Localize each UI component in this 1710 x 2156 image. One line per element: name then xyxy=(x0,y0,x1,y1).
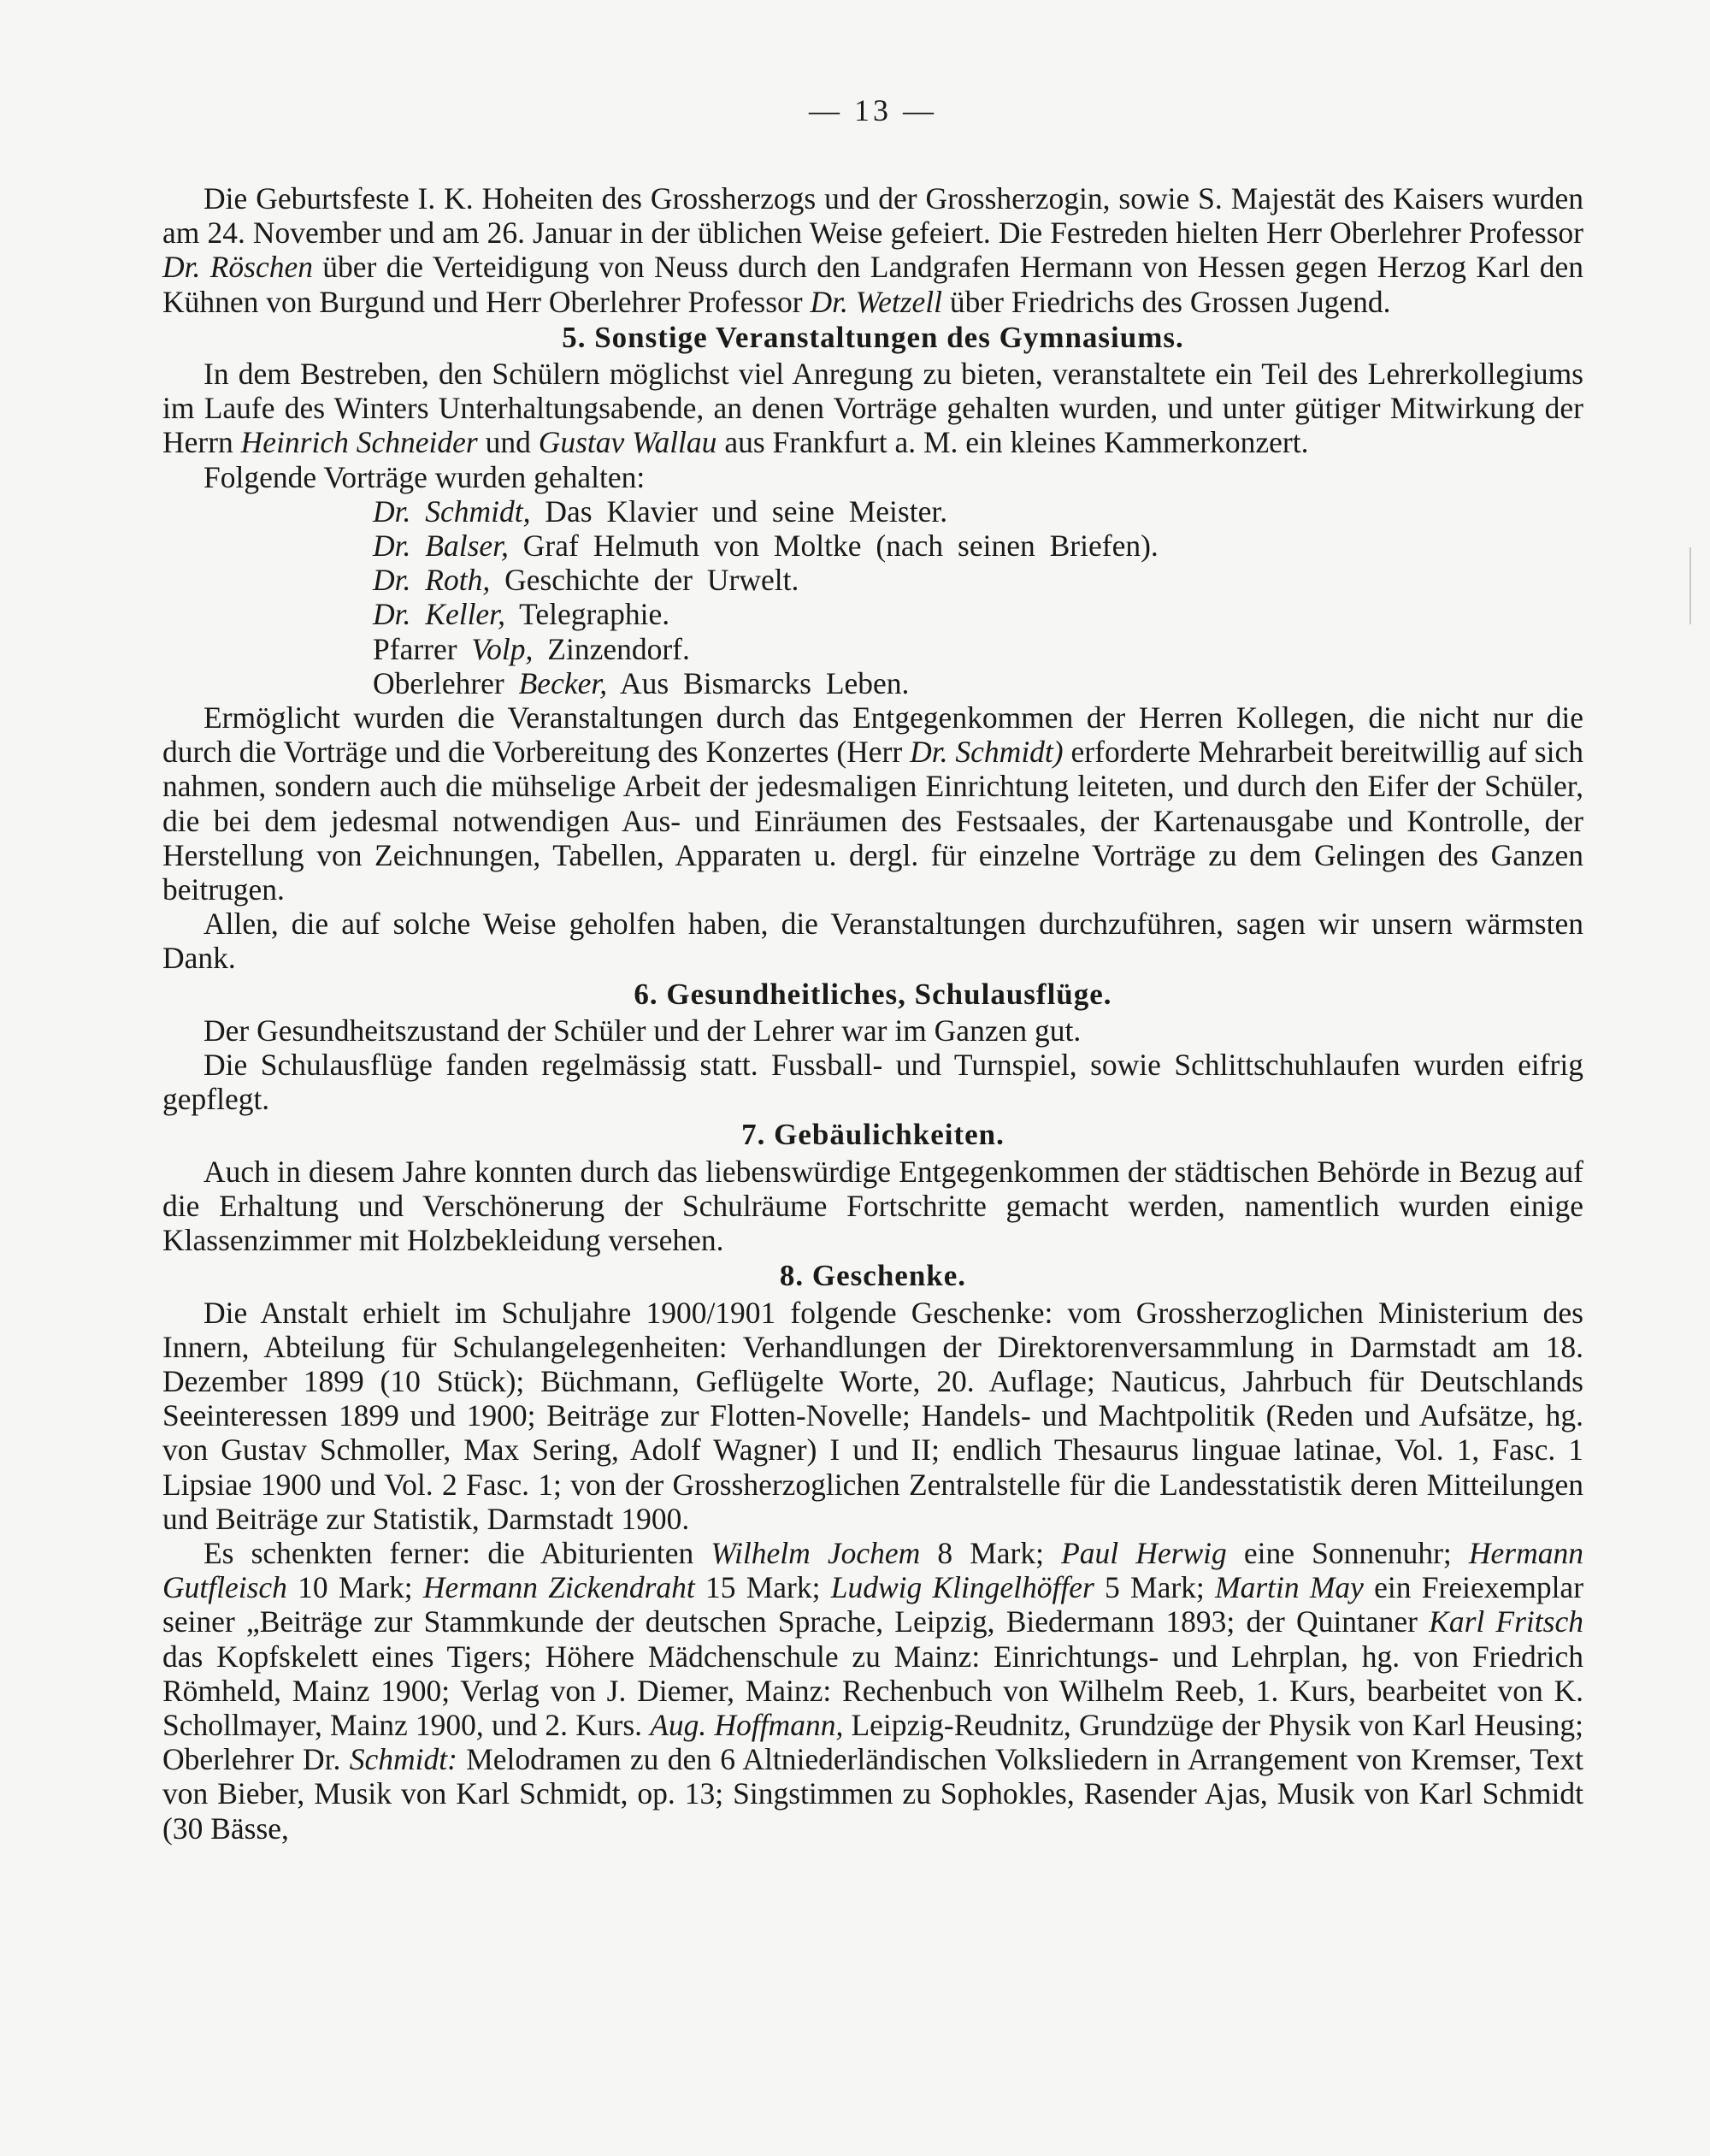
paragraph-birthday-celebrations: Die Geburtsfeste I. K. Hoheiten des Grossherzogs und der Grossherzogin, sowie S. Majestät des Kaisers wurden am 24. November und am 26. Januar in der üblichen Weise gefeiert. Die Festreden hielten Herr Oberlehrer Professor Dr. Röschen über die Verteidigung von Neuss durch den Landgrafen Hermann von Hessen gegen Herzog Karl den Kühnen von Burgund und Herr Oberlehrer Professor Dr. Wetzell über Friedrichs des Grossen Jugend. xyxy=(162,181,1584,319)
section-heading-6: 6. Gesundheitliches, Schulausflüge. xyxy=(634,977,1112,1011)
section-heading-7: 7. Gebäulichkeiten. xyxy=(741,1118,1005,1152)
paragraph-events: In dem Bestreben, den Schülern möglichst viel Anregung zu bieten, veranstaltete ein Teil des Lehrerkollegiums im Laufe des Winters Unterhaltungsabende, an denen Vorträge gehalten wurden, und unter gütiger Mitwirkung der Herrn Heinrich Schneider und Gustav Wallau aus Frankfurt a. M. ein kleines Kammerkonzert. xyxy=(162,357,1583,460)
talk-item: Dr. Balser, Graf Helmuth von Moltke (nach seinen Briefen). xyxy=(373,529,1159,564)
paragraph-thanks: Allen, die auf solche Weise geholfen haben, die Veranstaltungen durchzuführen, sagen wir unsern wärmsten Dank. xyxy=(162,907,1583,976)
paragraph-gifts-ministry: Die Anstalt erhielt im Schuljahre 1900/1901 folgende Geschenke: vom Grossherzoglichen Ministerium des Innern, Abteilung für Schulangelegenheiten: Verhandlungen der Direktorenversammlung in Darmstadt am 18. Dezember 1899 (10 Stück); Büchmann, Geflügelte Worte, 20. Auflage; Nauticus, Jahrbuch für Deutschlands Seeinteressen 1899 und 1900; Beiträge zur Flotten-Novelle; Handels- und Machtpolitik (Reden und Aufsätze, hg. von Gustav Schmoller, Max Sering, Adolf Wagner) I und II; endlich Thesaurus linguae latinae, Vol. 1, Fasc. 1 Lipsiae 1900 und Vol. 2 Fasc. 1; von der Grossherzoglichen Zentralstelle für die Landesstatistik deren Mitteilungen und Beiträge zur Statistik, Darmstadt 1900. xyxy=(162,1295,1583,1536)
paragraph-talks-intro: Folgende Vorträge wurden gehalten: xyxy=(203,459,646,494)
page-number: — 13 — xyxy=(809,93,937,127)
paragraph-health: Der Gesundheitszustand der Schüler und der Lehrer war im Ganzen gut. xyxy=(203,1013,1082,1048)
section-heading-5: 5. Sonstige Veranstaltungen des Gymnasiums. xyxy=(562,320,1184,354)
talks-list xyxy=(373,494,1583,700)
section-heading-8: 8. Geschenke. xyxy=(779,1259,967,1293)
talk-item: Dr. Schmidt, Das Klavier und seine Meister. xyxy=(373,493,948,529)
talk-item: Oberlehrer Becker, Aus Bismarcks Leben. xyxy=(373,665,910,700)
paragraph-gifts-others: Es schenkten ferner: die Abiturienten Wilhelm Jochem 8 Mark; Paul Herwig eine Sonnenuhr; Hermann Gutfleisch 10 Mark; Hermann Zickendraht 15 Mark; Ludwig Klingelhöffer 5 Mark; Martin May ein Freiexemplar seiner „Beiträge zur Stammkunde der deutschen Sprache, Leipzig, Biedermann 1893; der Quintaner Karl Fritsch das Kopfskelett eines Tigers; Höhere Mädchenschule zu Mainz: Einrichtungs- und Lehrplan, hg. von Friedrich Römheld, Mainz 1900; Verlag von J. Diemer, Mainz: Rechenbuch von Wilhelm Reeb, 1. Kurs, bearbeitet von K. Schollmayer, Mainz 1900, und 2. Kurs. Aug. Hoffmann, Leipzig-Reudnitz, Grundzüge der Physik von Karl Heusing; Oberlehrer Dr. Schmidt: Melodramen zu den 6 Altniederländischen Volksliedern in Arrangement von Kremser, Text von Bieber, Musik von Karl Schmidt, op. 13; Singstimmen zu Sophokles, Rasender Ajas, Musik von Karl Schmidt (30 Bässe, xyxy=(162,1535,1584,1846)
talk-item: Dr. Keller, Telegraphie. xyxy=(373,597,670,632)
page-edge-mark xyxy=(1689,547,1691,624)
paragraph-excursions: Die Schulausflüge fanden regelmässig statt. Fussball- und Turnspiel, sowie Schlittschuhlaufen wurden eifrig gepflegt. xyxy=(162,1048,1583,1117)
talk-item: Dr. Roth, Geschichte der Urwelt. xyxy=(373,563,799,598)
paragraph-buildings: Auch in diesem Jahre konnten durch das liebenswürdige Entgegenkommen der städtischen Behörde in Bezug auf die Erhaltung und Verschönerung der Schulräume Fortschritte gemacht werden, namentlich wurden einige Klassenzimmer mit Holzbekleidung versehen. xyxy=(162,1154,1583,1258)
paragraph-acknowledgement: Ermöglicht wurden die Veranstaltungen durch das Entgegenkommen der Herren Kollegen, die nicht nur die durch die Vorträge und die Vorbereitung des Konzertes (Herr Dr. Schmidt) erforderte Mehrarbeit bereitwillig auf sich nahmen, sondern auch die mühselige Arbeit der jedesmaligen Einrichtung leiteten, und durch den Eifer der Schüler, die bei dem jedesmal notwendigen Aus- und Einräumen des Festsaales, der Kartenausgabe und Kontrolle, der Herstellung von Zeichnungen, Tabellen, Apparaten u. dergl. für einzelne Vorträge zu dem Gelingen des Ganzen beitrugen. xyxy=(162,700,1583,907)
talk-item: Pfarrer Volp, Zinzendorf. xyxy=(373,631,690,666)
